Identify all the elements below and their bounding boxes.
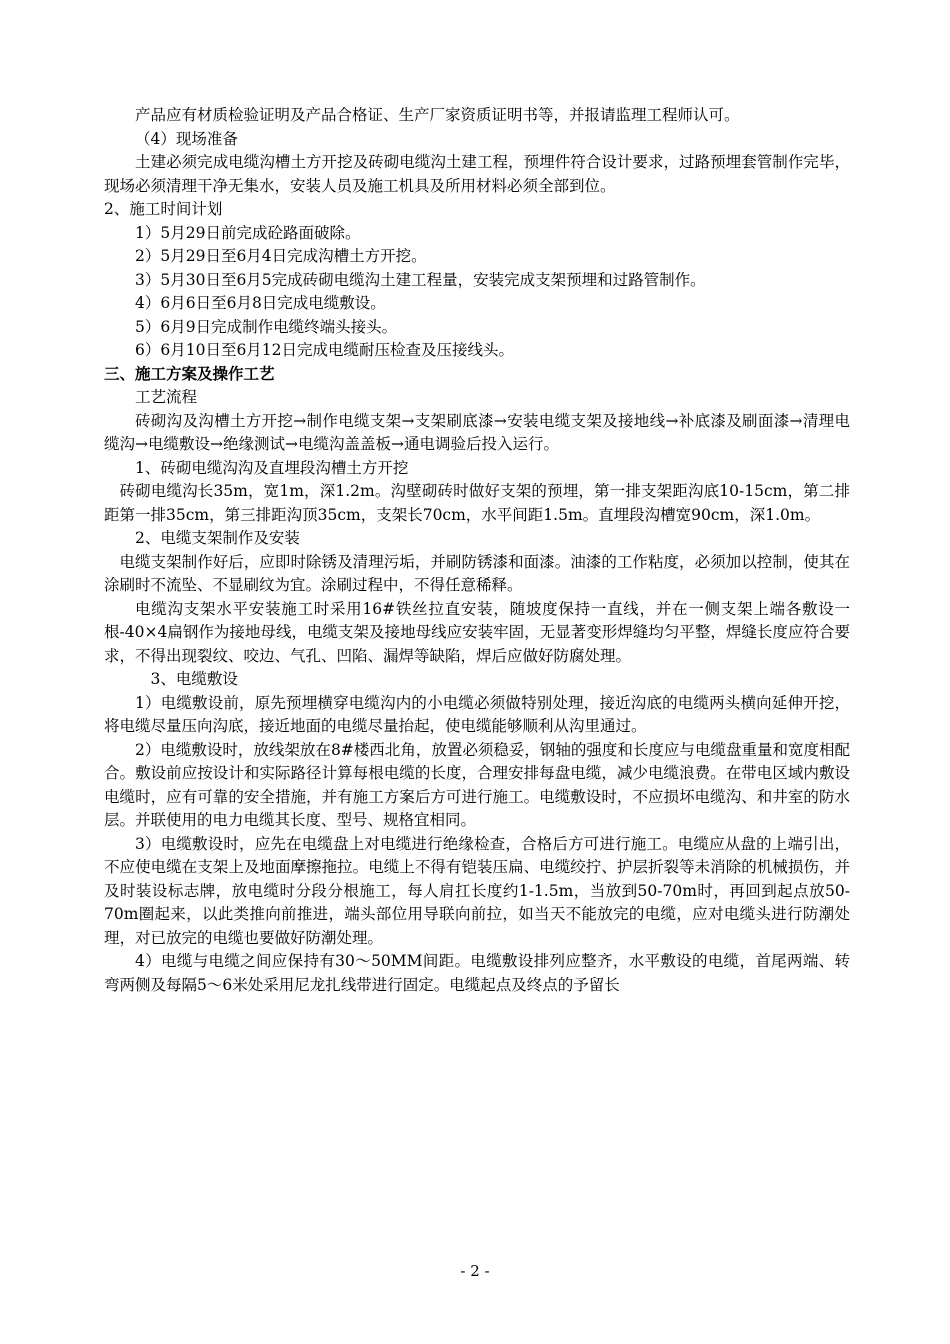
paragraph: 1）电缆敷设前，原先预埋横穿电缆沟内的小电缆必须做特别处理，接近沟底的电缆两头横向延伸开挖，将电缆尽量压向沟底，接近地面的电缆尽量抬起，使电缆能够顺利从沟里通过。 [104, 693, 850, 735]
page-number: - 2 - [460, 1262, 490, 1280]
paragraph: 电缆支架制作好后，应即时除锈及清理污垢，并刷防锈漆和面漆。油漆的工作粘度，必须加以控制，使其在涂刷时不流坠、不显刷纹为宜。涂刷过程中，不得任意稀释。 [104, 552, 850, 594]
paragraph: （4）现场准备 [135, 129, 238, 148]
paragraph: 1、砖砌电缆沟沟及直埋段沟槽土方开挖 [135, 458, 409, 477]
paragraph: 砖砌电缆沟长35m，宽1m，深1.2m。沟壁砌砖时做好支架的预埋，第一排支架距沟底10-15cm，第二排距第一排35cm，第三排距沟顶35cm，支架长70cm，水平间距1.5m。直埋段沟槽宽90cm，深1.0m。 [104, 482, 850, 524]
paragraph: 5）6月9日完成制作电缆终端头接头。 [135, 317, 398, 336]
paragraph: 2）电缆敷设时，放线架放在8#楼西北角，放置必须稳妥，钢轴的强度和长度应与电缆盘重量和宽度相配合。敷设前应按设计和实际路径计算每根电缆的长度，合理安排每盘电缆，减少电缆浪费。在带电区域内敷设电缆时，应有可靠的安全措施，并有施工方案后方可进行施工。电缆敷设时，不应损坏电缆沟、和井室的防水层。并联使用的电力电缆其长度、型号、规格宜相同。 [104, 740, 850, 829]
paragraph: 3）5月30日至6月5完成砖砌电缆沟土建工程量，安装完成支架预埋和过路管制作。 [135, 270, 706, 289]
paragraph: 工艺流程 [135, 388, 198, 406]
paragraph: 2、电缆支架制作及安装 [135, 529, 300, 547]
document-body [104, 104, 850, 997]
paragraph: 土建必须完成电缆沟槽土方开挖及砖砌电缆沟土建工程，预埋件符合设计要求，过路预埋套管制作完毕，现场必须清理干净无集水，安装人员及施工机具及所用材料必须全部到位。 [104, 153, 850, 195]
paragraph: 3、电缆敷设 [150, 670, 238, 688]
paragraph: 2）5月29日至6月4日完成沟槽土方开挖。 [135, 247, 427, 265]
paragraph: 4）6月6日至6月8日完成电缆敷设。 [135, 294, 386, 312]
paragraph: 1）5月29日前完成砼路面破除。 [135, 223, 361, 242]
paragraph: 产品应有材质检验证明及产品合格证、生产厂家资质证明书等，并报请监理工程师认可。 [135, 106, 740, 124]
paragraph: 电缆沟支架水平安装施工时采用16#铁丝拉直安装，随坡度保持一直线，并在一侧支架上端各敷设一根-40×4扁钢作为接地母线，电缆支架及接地母线应安装牢固，无显著变形焊缝均匀平整，焊缝长度应符合要求，不得出现裂纹、咬边、气孔、凹陷、漏焊等缺陷，焊后应做好防腐处理。 [104, 599, 850, 665]
paragraph: 4）电缆与电缆之间应保持有30～50MM间距。电缆敷设排列应整齐，水平敷设的电缆，首尾两端、转弯两侧及每隔5～6米处采用尼龙扎线带进行固定。电缆起点及终点的予留长 [104, 952, 850, 994]
paragraph: 3）电缆敷设时，应先在电缆盘上对电缆进行绝缘检查，合格后方可进行施工。电缆应从盘的上端引出，不应使电缆在支架上及地面摩擦拖拉。电缆上不得有铠装压扁、电缆绞拧、护层折裂等未消除的机械损伤，并及时装设标志牌，放电缆时分段分根施工，每人肩扛长度约1-1.5m，当放到50-70m时，再回到起点放50-70m圈起来，以此类推向前推进，端头部位用导联向前拉，如当天不能放完的电缆，应对电缆头进行防潮处理，对已放完的电缆也要做好防潮处理。 [104, 834, 850, 947]
paragraph: 6）6月10日至6月12日完成电缆耐压检查及压接线头。 [135, 341, 515, 359]
paragraph: 砖砌沟及沟槽土方开挖→制作电缆支架→支架刷底漆→安装电缆支架及接地线→补底漆及刷面漆→清理电缆沟→电缆敷设→绝缘测试→电缆沟盖盖板→通电调验后投入运行。 [104, 411, 850, 453]
paragraph: 2、施工时间计划 [104, 200, 223, 218]
section-heading: 三、施工方案及操作工艺 [104, 364, 275, 383]
